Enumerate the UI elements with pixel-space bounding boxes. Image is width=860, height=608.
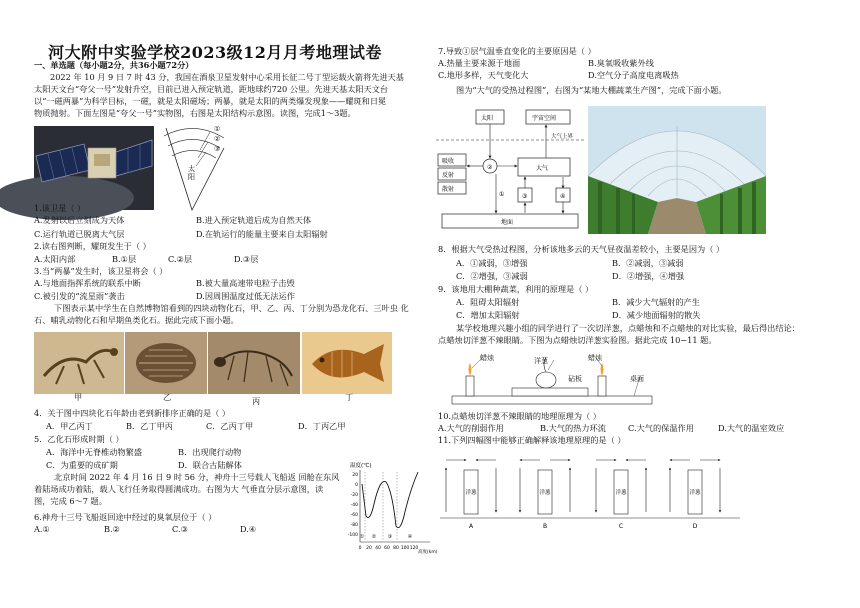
option-a: A．甲乙丙丁 [46,421,93,431]
option-b-label: B [542,523,548,530]
intro-line: 太阳天文台“夸父一号”发射升空，目前已进入预定轨道，距地球约720 公里。先进天基太阳天文台 [34,84,389,94]
fossil-label: 甲 [74,392,83,402]
option-d: D.空气分子高度电离吸热 [588,70,679,80]
option-c: C.大气的保温作用 [628,423,694,433]
chart-y-tick: 0 [355,483,358,488]
fossil-label: 丙 [252,396,261,406]
heat-atmos-label: 大气 [536,165,549,172]
circulation-options [440,452,740,534]
satellite-photo [34,126,154,210]
chart-y-tick: -80 [350,523,358,528]
option-a: A.发射以后立刻成为天体 [34,215,125,225]
option-c: C.②层 [168,254,193,264]
section-heading: 一、单选题（每小题2分，共36小题72分） [34,60,194,70]
candle-left-label: 蜡烛 [480,354,494,362]
heat-top-label: 大气上界 [551,134,574,140]
option-c: C．为重要的成矿期 [46,460,118,470]
chart-x-label: 高度(km) [418,550,438,555]
exam-title: 河大附中实验学校2023级12月月考地理试卷 [48,43,382,62]
chart-x-tick: 20 [366,546,372,551]
option-b: B.大气的热力环流 [540,423,606,433]
intro-line: 图为“大气的受热过程图”，右图为“某地大棚蔬菜生产图”，完成下面小题。 [456,85,727,95]
option-c: C.运行轨道已脱离大气层 [34,229,125,239]
heat-sun-label: 太阳 [481,115,494,122]
chart-x-tick: 80 [393,546,399,551]
intro-line: 石、哺乳动物化石和早期鱼类化石。据此完成下面小题。 [34,315,239,325]
heat-n3: ③ [522,193,528,200]
option-c: C.被引发的“流星雨”袭击 [34,291,125,301]
option-a: A．①减弱，③增强 [456,258,528,268]
chart-layer-label: ③ [387,534,393,540]
chart-y-tick: -100 [347,533,358,538]
chart-layer-label: ① [359,534,365,540]
option-d: D.④ [240,524,257,534]
heat-n2: ② [487,164,493,171]
option-c: C．乙丙丁甲 [206,421,254,431]
board-label: 砧板 [568,375,582,383]
chart-x-tick: 100 [400,546,410,551]
option-b: B.被大量高速带电粒子击毁 [196,278,295,288]
sun-label: 太阳 [188,165,195,181]
fossil-jia-image [34,332,124,394]
onion-label: 洋葱 [539,490,551,496]
candle-right-label: 蜡烛 [588,354,602,362]
option-b: B.①层 [112,254,137,264]
heat-n1: ① [499,191,505,198]
sun-layer-2-label: ② [214,135,221,143]
option-c: C.地形多样，天气变化大 [438,70,529,80]
option-d: D.因周围温度过低无法运作 [196,291,295,301]
chart-y-tick: -60 [350,513,358,518]
heat-space-label: 宇宙空间 [532,115,557,122]
question-stem: 9．该地用大棚种蔬菜，利用的原理是（ ） [438,284,594,294]
question-stem: 1.该卫星（ ） [34,203,86,213]
question-stem: 3.当“两暴”发生时，该卫星将会（ ） [34,266,168,276]
chart-x-tick: 40 [375,546,381,551]
intro-line: 物质抛射。下面左图是“夸父一号”实物图，右图是太阳结构示意图。读图，完成1～3题。 [34,108,356,118]
intro-line: 下图表示某中学生在自然博物馆看到的四块动物化石，甲、乙、丙、丁分别为恐龙化石、三叶虫 化 [54,303,409,313]
question-stem: 8．根据大气受热过程图，分析该地多云的天气昼夜温差较小，主要是因为（ ） [438,244,725,254]
chart-x-tick: 0 [358,546,362,551]
question-stem: 10.点蜡烛切洋葱不辣眼睛的地理原理为（ ） [438,411,601,421]
intro-line: 点蜡烛切洋葱不辣眼睛。下图为点蜡烛切洋葱实验图。据此完成 10~11 题。 [438,335,717,345]
option-a: A.大气的削弱作用 [438,423,504,433]
option-d: D．联合古陆解体 [178,460,242,470]
option-b: B.② [104,524,120,534]
heat-reflect-label: 反射 [442,172,455,179]
chart-x-tick: 60 [384,546,390,551]
question-stem: 6.神舟十三号飞船返回途中经过的臭氧层位于（ ） [34,512,217,522]
heat-scatter-label: 散射 [442,186,455,193]
chart-x-tick: 120 [409,546,419,551]
fossil-label: 乙 [163,392,172,402]
option-b: B．乙丁甲丙 [126,421,173,431]
fossil-yi-image [125,332,207,394]
question-stem: 11.下列四幅图中能够正确解释该地理原理的是（ ） [438,435,626,445]
onion-label: 洋葱 [615,490,627,496]
option-d: D.③层 [234,254,259,264]
option-a: A.太阳内部 [34,254,76,264]
onion-label: 洋葱 [534,357,548,365]
option-c-label: C [618,523,624,530]
chart-y-tick: -40 [350,503,358,508]
atmosphere-heating-diagram [436,104,586,234]
chart-y-tick: 20 [352,473,358,478]
option-d-label: D [692,523,698,530]
option-a: A．海洋中无脊椎动物繁盛 [46,447,142,457]
fossil-ding-image [302,332,392,394]
atmosphere-layer-chart [340,460,438,555]
option-a: A.① [34,524,50,534]
chart-layer-label: ② [371,534,377,540]
onion-label: 洋葱 [465,490,477,496]
intro-line: 2022 年 10 月 9 日 7 时 43 分，我国在酒泉卫星发射中心采用长征二号丁型运载火箭将先进天基 [50,72,404,82]
option-c: C．②增强，③减弱 [456,271,528,281]
option-b: B．②减弱，③减弱 [612,258,684,268]
option-b: B.进入预定轨道后成为自然天体 [196,215,312,225]
question-stem: 4．关于图中四块化石年龄由老到新排序正确的是（ ） [34,408,231,418]
option-c: C．增加太阳辐射 [456,310,520,320]
question-stem: 7.导致①层气温垂直变化的主要原因是（ ） [438,46,596,56]
option-a: A．阻碍太阳辐射 [456,297,520,307]
option-b: B．出现爬行动物 [178,447,242,457]
option-d: D.大气的温室效应 [718,423,785,433]
question-stem: 5．乙化石形成时期（ ） [34,434,124,444]
fossil-label: 丁 [345,392,354,402]
heat-n4: ④ [560,193,566,200]
option-c: C.③ [172,524,188,534]
table-label: 桌面 [630,375,644,383]
option-a: A.热量主要来源于地面 [438,58,521,68]
sun-layer-3-label: ③ [214,145,221,153]
option-a: A.与地面指挥系统的联系中断 [34,278,141,288]
option-a-label: A [468,523,474,530]
option-b: B.臭氧吸收紫外线 [588,58,654,68]
chart-y-tick: -20 [350,493,358,498]
chart-y-label: 温度(℃) [350,463,372,469]
intro-line: 以“一磁两暴”为科学目标，一磁，就是太阳磁场；两暴，就是太阳的两类爆发现象——耀斑和日冕 [34,96,387,106]
option-d: D．丁丙乙甲 [298,421,346,431]
question-stem: 2.读右图判断，耀斑发生于（ ） [34,241,151,251]
fossil-bing-image [208,332,300,394]
sun-layer-1-label: ① [214,125,221,133]
option-b: B．减少大气辐射的产生 [612,297,700,307]
intro-line: 图，完成 6～7 题。 [34,496,107,506]
greenhouse-photo [588,106,766,234]
option-d: D．②增强，④增强 [612,271,685,281]
option-d: D.在轨运行的能量主要来自太阳辐射 [196,229,328,239]
onion-label: 洋葱 [689,490,701,496]
heat-ground-label: 地面 [501,219,514,226]
heat-absorb-label: 吸收 [442,158,455,165]
intro-line: 着陆场成功着陆，载人飞行任务取得圆满成功。右图为大 气垂直分层示意图，读 [34,484,324,494]
chart-layer-label: ④ [407,534,413,540]
intro-line: 某学校地理兴趣小组的同学进行了一次切洋葱，点蜡烛和不点蜡烛的对比实验，最后得出结论： [456,323,800,333]
intro-line: 北京时间 2022 年 4 月 16 日 9 时 56 分，神舟十三号载人飞船返 回舱在东风 [54,472,340,482]
option-d: D．减少地面辐射的散失 [612,310,701,320]
